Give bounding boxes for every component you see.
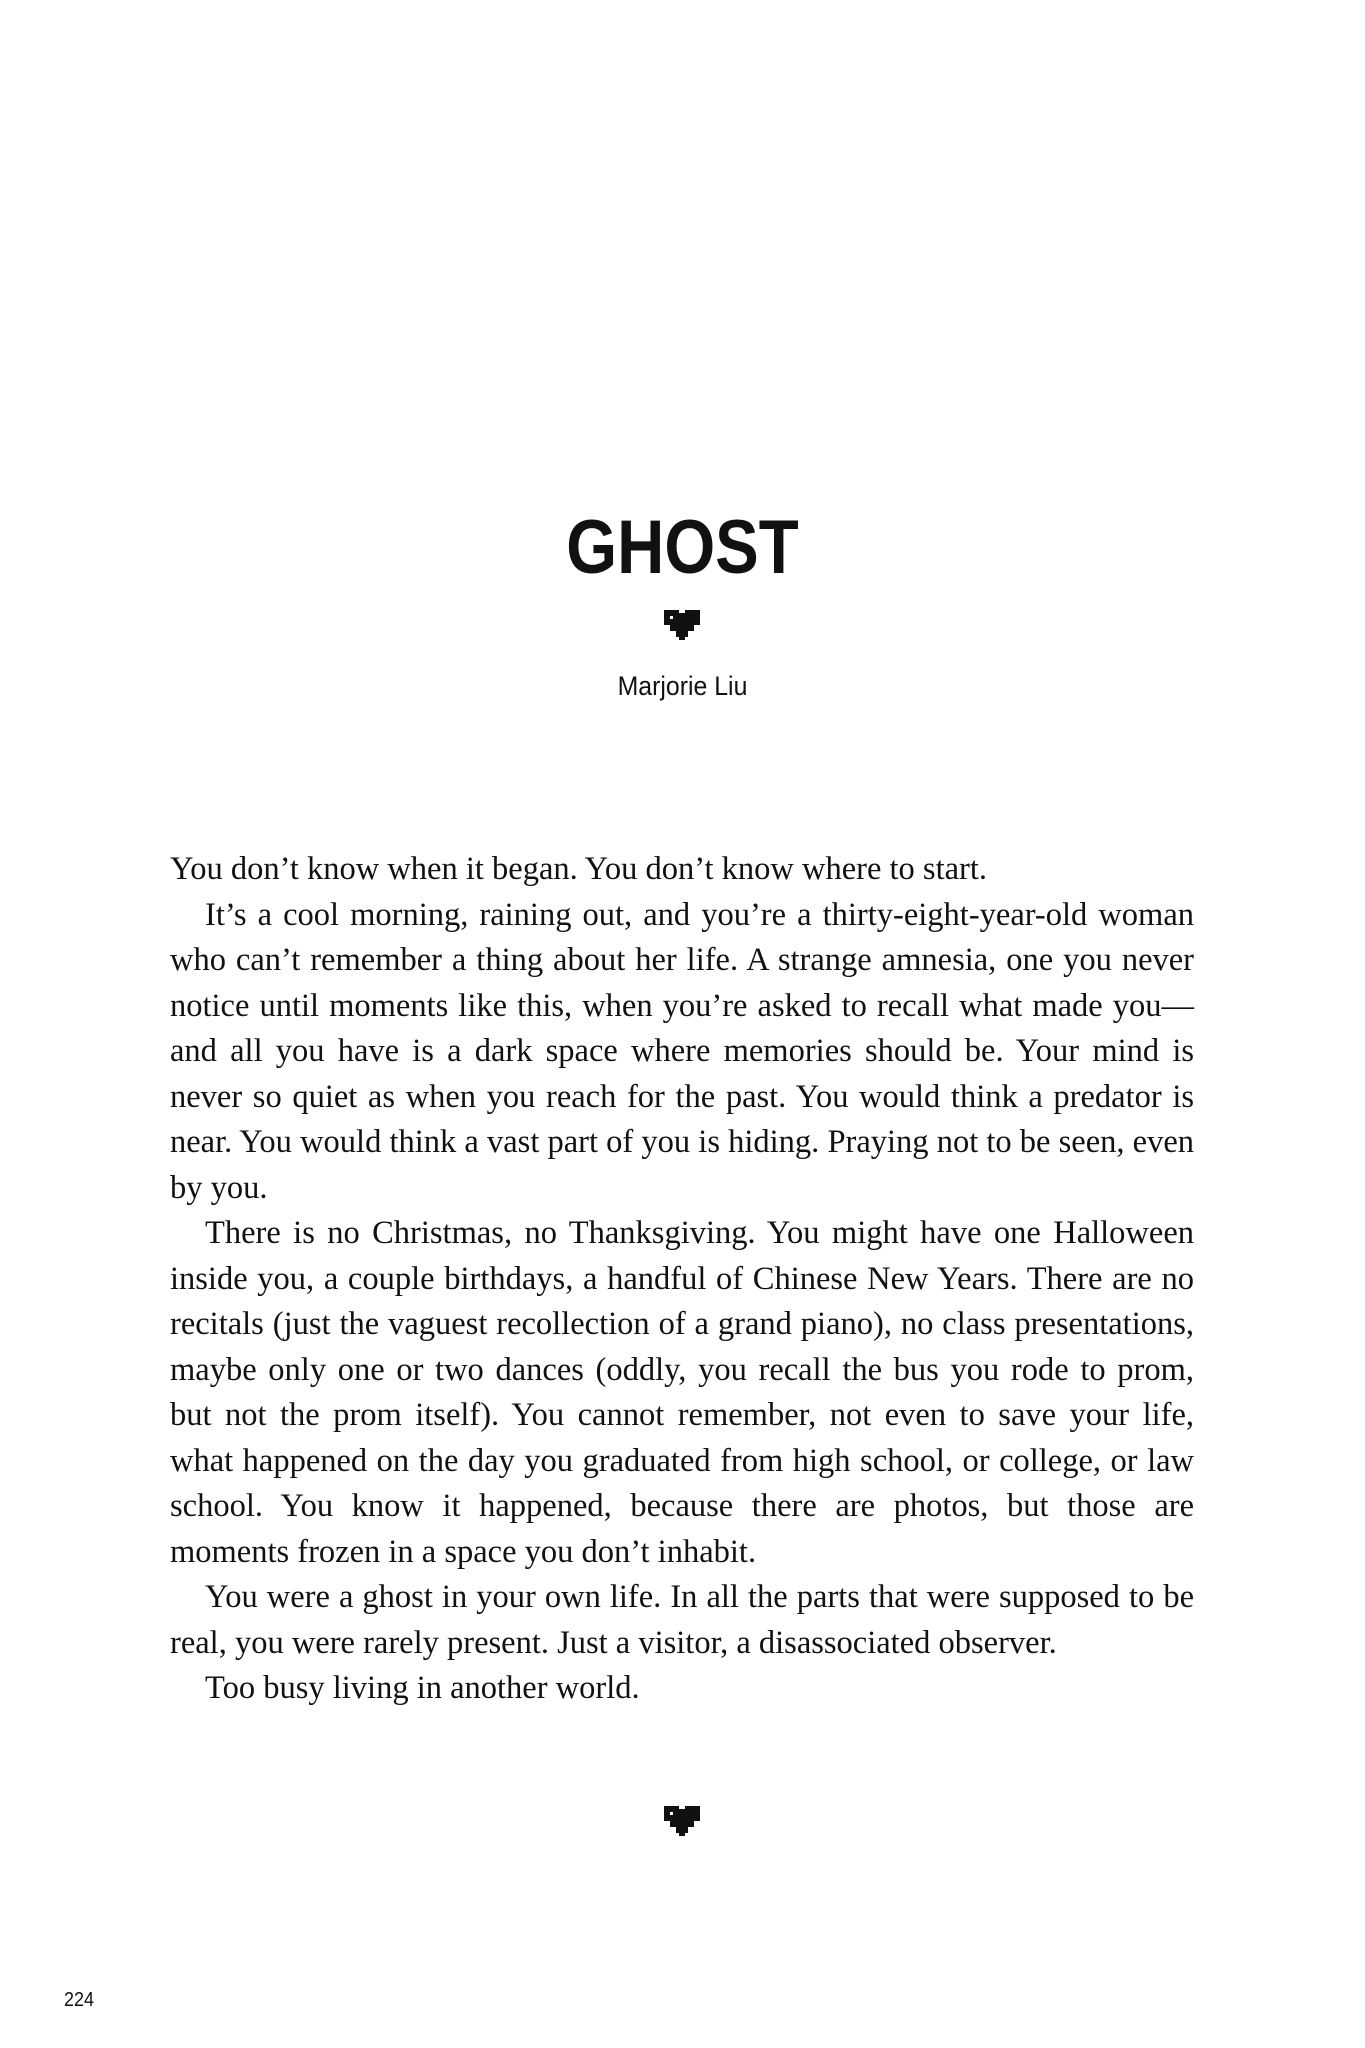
pixel-heart-icon (664, 610, 700, 640)
paragraph: Too busy living in another world. (205, 1670, 640, 1706)
paragraph: There is no Christmas, no Thanksgiving. You might have one Halloween inside you, a couple birthdays, a handful of Chinese New Years. There are no recitals (just the vaguest recollection of a grand piano), no class presentations, maybe only one or two dances (oddly, you recall the bus you rode to prom, but not the prom itself). You cannot remember, not even to save your life, what happened on the day you graduated from high school, or college, or law school. You know it happened, because there are photos, but those are moments frozen in a space you don’t inhabit. (170, 1215, 1194, 1570)
chapter-author: Marjorie Liu (617, 671, 748, 701)
body-text (170, 847, 1194, 1712)
page-number: 224 (64, 1989, 95, 2011)
paragraph: It’s a cool morning, raining out, and you’re a thirty-eight-year-old woman who can’t remember a thing about her life. A strange amnesia, one you never notice until moments like this, when you’re asked to recall what made you—and all you have is a dark space where memories should be. Your mind is never so quiet as when you reach for the past. You would think a predator is near. You would think a vast part of you is hiding. Praying not to be seen, even by you. (170, 896, 1194, 1206)
paragraph: You don’t know when it began. You don’t know where to start. (170, 851, 988, 887)
pixel-heart-icon (664, 1806, 700, 1836)
paragraph: You were a ghost in your own life. In all the parts that were supposed to be real, you were rarely present. Just a visitor, a disassociated observer. (170, 1579, 1194, 1661)
chapter-title: GHOST (566, 505, 799, 590)
